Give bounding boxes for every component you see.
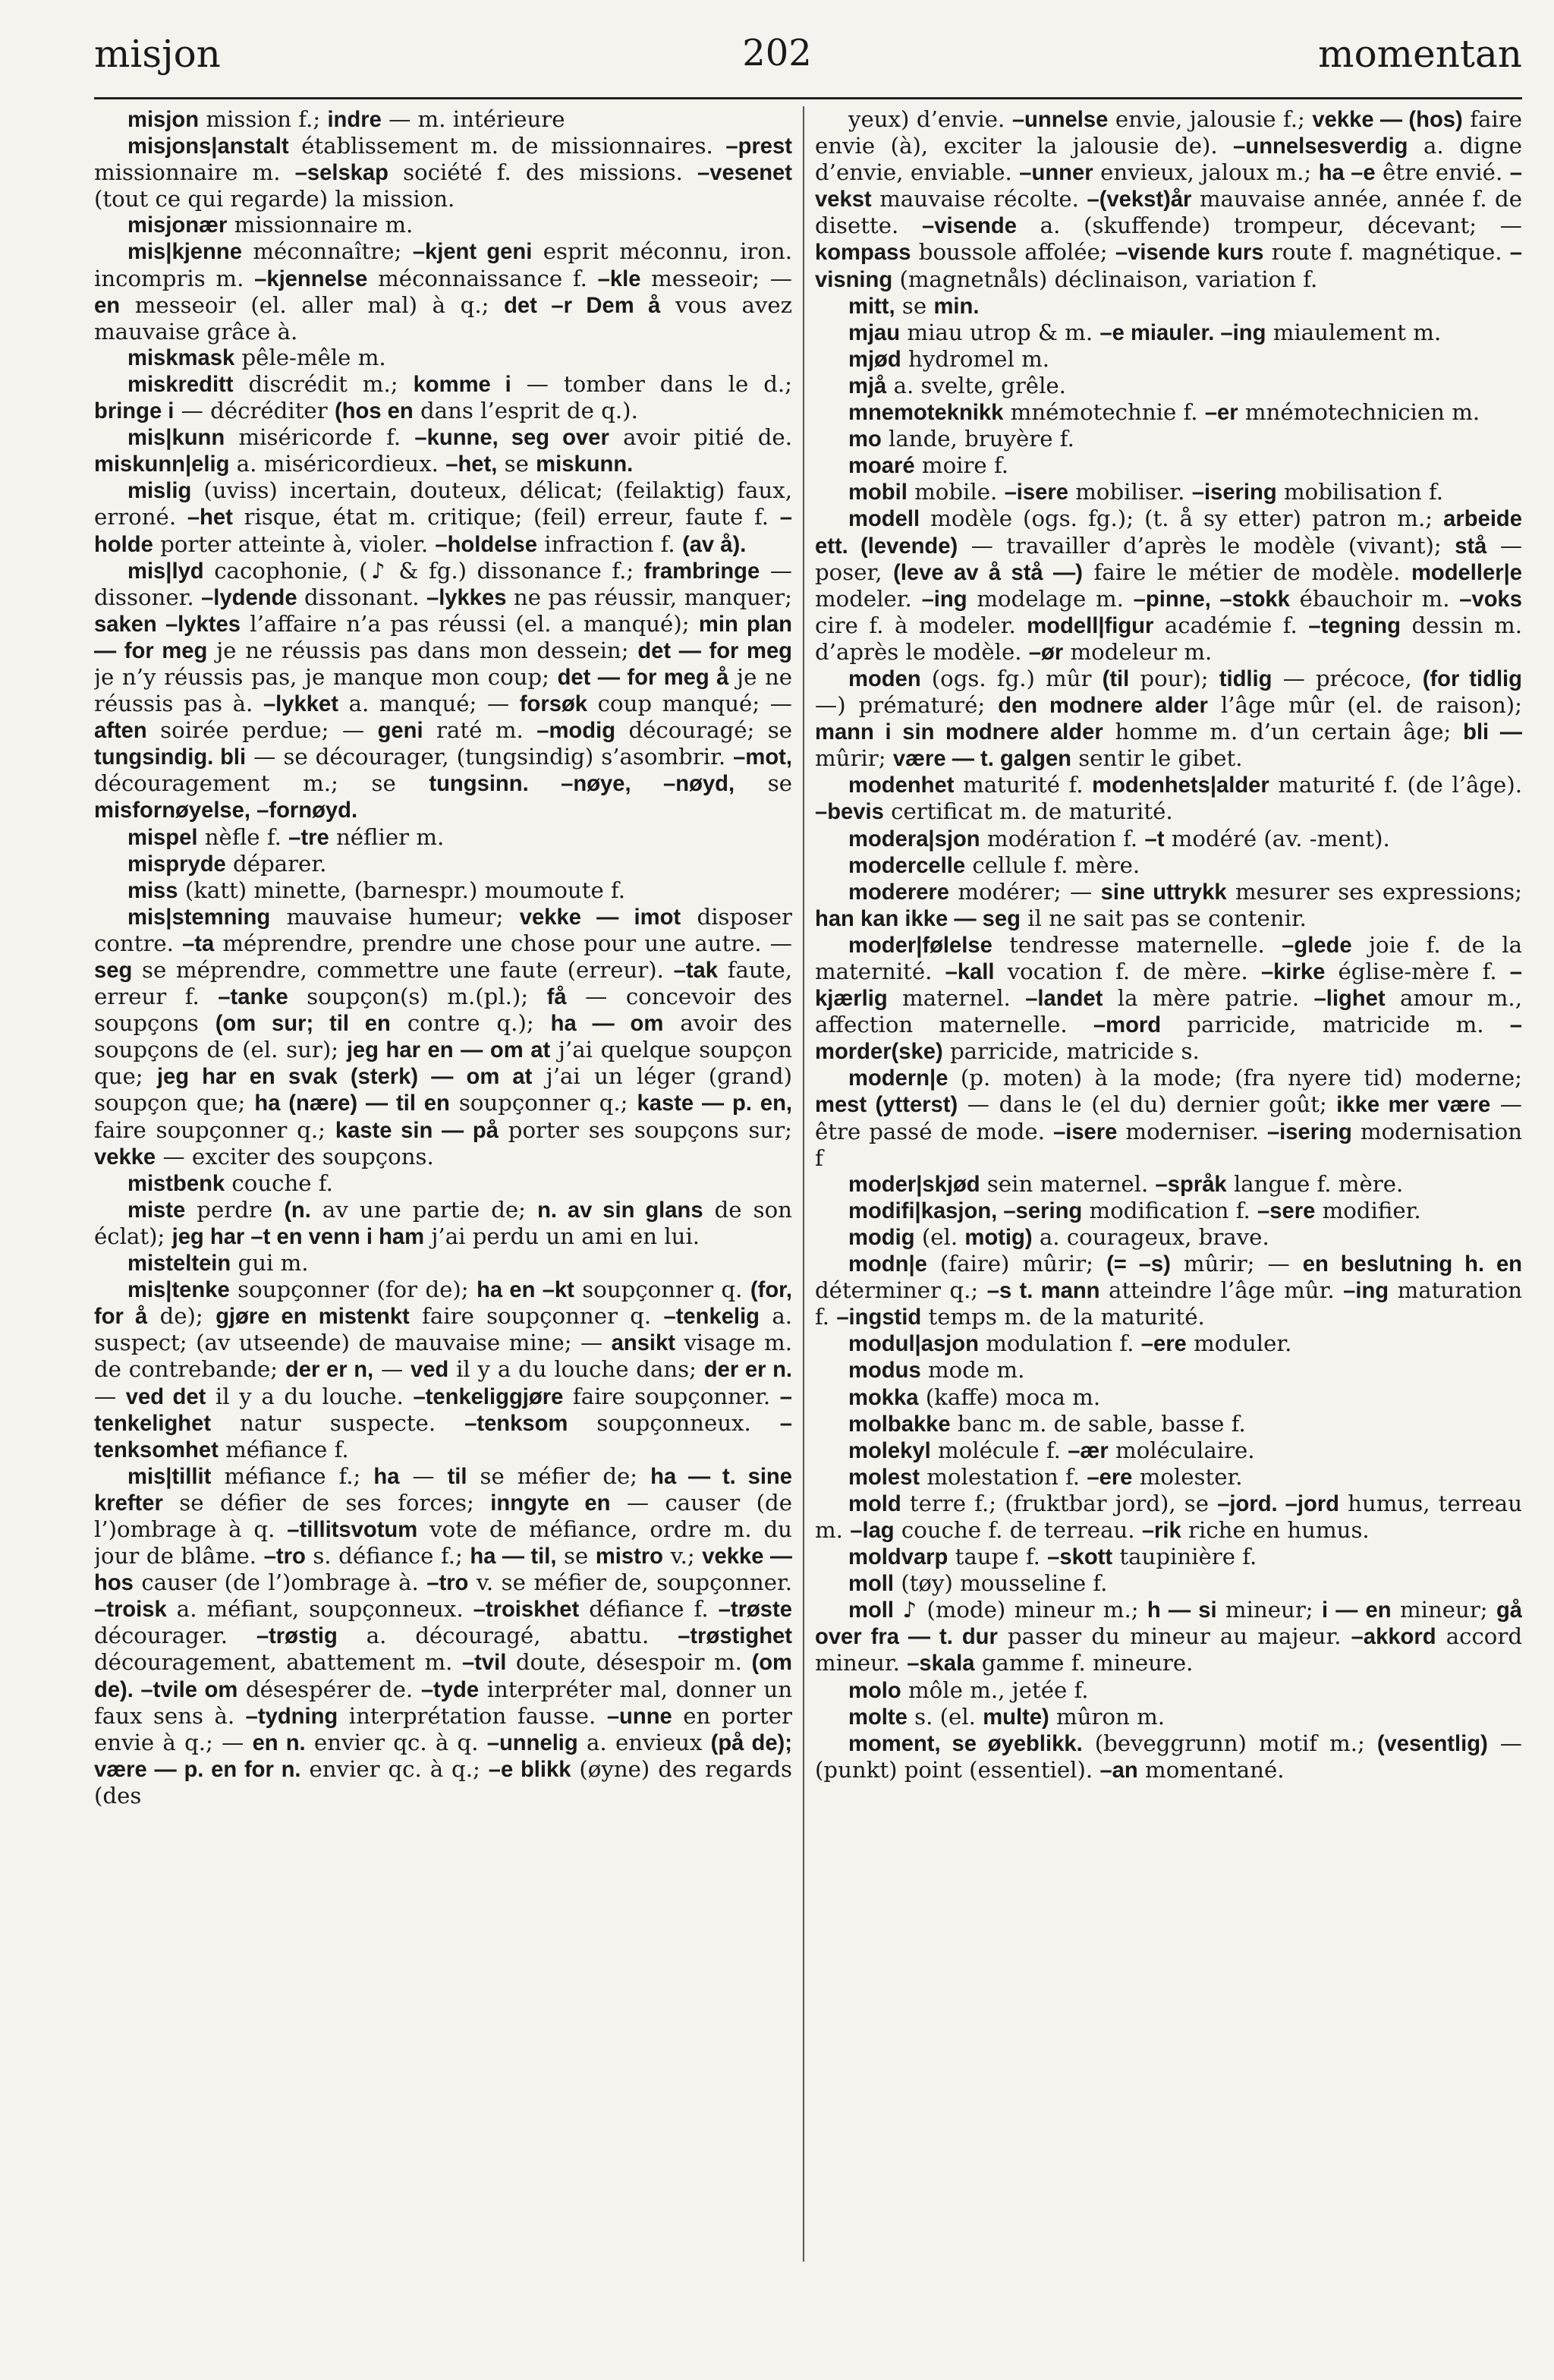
dictionary-entry: moaré moire f. — [848, 452, 1009, 479]
dictionary-entry: modell modèle (ogs. fg.); (t. å sy etter) patron m.; arbeide ett. (levende) — travailler d’après le modèle (vivant); stå — poser, (leve av å stå —) faire le métier de modèle. modeller|e modeler. –ing modelage m. –pinne, –stokk ébauchoir m. –voks cire f. à modeler. modell|figur académie f. –tegning dessin m. d’après le modèle. –ør modeleur m. — [815, 505, 1522, 665]
dictionary-entry: modifi|kasjon, –sering modification f. –sere modifier. — [848, 1197, 1421, 1223]
dictionary-entry: modern|e (p. moten) à la mode; (fra nyere tid) moderne; mest (ytterst) — dans le (el du) dernier goût; ikke mer være — être passé de mode. –isere moderniser. –isering modernisation f — [815, 1065, 1522, 1171]
dictionary-entry: mold terre f.; (fruktbar jord), se –jord. –jord humus, terreau m. –lag couche f. de terreau. –rik riche en humus. — [815, 1490, 1522, 1543]
dictionary-entry: mis|kjenne méconnaître; –kjent geni esprit méconnu, iron. incompris m. –kjennelse méconnaissance f. –kle messeoir; — en messeoir (el. aller mal) à q.; det –r Dem å vous avez mauvaise grâce à. — [94, 238, 792, 345]
dictionary-entry: moll (tøy) mousseline f. — [848, 1570, 1108, 1597]
left-column — [94, 106, 792, 2368]
dictionary-entry: molest molestation f. –ere molester. — [848, 1463, 1243, 1490]
dictionary-entry: miskmask pêle-mêle m. — [127, 344, 386, 370]
left-guide-word: misjon — [94, 32, 221, 76]
dictionary-entry: modercelle cellule f. mère. — [848, 852, 1140, 878]
right-column — [815, 106, 1522, 2368]
dictionary-entry: miss (katt) minette, (barnespr.) moumoute f. — [127, 877, 626, 903]
dictionary-entry: modn|e (faire) mûrir; (= –s) mûrir; — en beslutning h. en déterminer q.; –s t. mann atteindre l’âge mûr. –ing maturation f. –ingstid temps m. de la maturité. — [815, 1251, 1522, 1330]
dictionary-entry: molo môle m., jetée f. — [848, 1676, 1089, 1703]
dictionary-entry: miskreditt discrédit m.; komme i — tomber dans le d.; bringe i — décréditer (hos en dans l’esprit de q.). — [94, 370, 792, 424]
dictionary-entry: mokka (kaffe) moca m. — [848, 1384, 1101, 1410]
page-header — [0, 0, 1554, 91]
dictionary-entry: mis|kunn miséricorde f. –kunne, seg over avoir pitié de. miskunn|elig a. miséricordieux. –het, se miskunn. — [94, 424, 792, 477]
dictionary-entry: misjonær missionnaire m. — [127, 212, 414, 238]
dictionary-entry: mispryde déparer. — [127, 850, 327, 877]
dictionary-entry: modenhet maturité f. modenhets|alder maturité f. (de l’âge). –bevis certificat m. de maturité. — [815, 772, 1522, 825]
dictionary-entry: yeux) d’envie. –unnelse envie, jalousie f.; vekke — (hos) faire envie (à), exciter la jalousie de). –unnelsesverdig a. digne d’envie, enviable. –unner envieux, jaloux m.; ha –e être envié. –vekst mauvaise récolte. –(vekst)år mauvaise année, année f. de disette. –visende a. (skuffende) trompeur, décevant; — kompass boussole affolée; –visende kurs route f. magnétique. –visning (magnetnåls) déclinaison, variation f. — [815, 106, 1522, 292]
dictionary-entry: modera|sjon modération f. –t modéré (av. -ment). — [848, 825, 1390, 852]
dictionary-entry: misjons|anstalt établissement m. de missionnaires. –prest missionnaire m. –selskap société f. des missions. –vesenet (tout ce qui regarde) la mission. — [94, 133, 792, 212]
dictionary-entry: misjon mission f.; indre — m. intérieure — [127, 106, 565, 132]
dictionary-entry: moll ♪ (mode) mineur m.; h — si mineur; i — en mineur; gå over fra — t. dur passer du mineur au majeur. –akkord accord mineur. –skala gamme f. mineure. — [815, 1597, 1522, 1676]
dictionary-entry: modus mode m. — [848, 1357, 1025, 1384]
right-guide-word: momentan — [1318, 32, 1522, 76]
dictionary-entry: mis|tillit méfiance f.; ha — til se méfier de; ha — t. sine krefter se défier de ses forces; inngyte en — causer (de l’)ombrage à q. –tillitsvotum vote de méfiance, ordre m. du jour de blâme. –tro s. défiance f.; ha — til, se mistro v.; vekke — hos causer (de l’)ombrage à. –tro v. se méfier de, soupçonner. –troisk a. méfiant, soupçonneux. –troiskhet défiance f. –trøste décourager. –trøstig a. découragé, abattu. –trøstighet découragement, abattement m. –tvil doute, désespoir m. (om de). –tvile om désespérer de. –tyde interpréter mal, donner un faux sens à. –tydning interprétation fausse. –unne en porter envie à q.; — en n. envier qc. à q. –unnelig a. envieux (på de); være — p. en for n. envier qc. à q.; –e blikk (øyne) des regards (des — [94, 1462, 792, 1809]
dictionary-entry: mjå a. svelte, grêle. — [848, 372, 1066, 398]
dictionary-entry: mispel nèfle f. –tre néflier m. — [127, 823, 445, 850]
dictionary-entry: mistbenk couche f. — [127, 1170, 333, 1196]
dictionary-entry: mis|stemning mauvaise humeur; vekke — imot disposer contre. –ta méprendre, prendre une chose pour une autre. — seg se méprendre, commettre une faute (erreur). –tak faute, erreur f. –tanke soupçon(s) m.(pl.); få — concevoir des soupçons (om sur; til en contre q.); ha — om avoir des soupçons de (el. sur); jeg har en — om at j’ai quelque soupçon que; jeg har en svak (sterk) — om at j’ai un léger (grand) soupçon que; ha (nære) — til en soupçonner q.; kaste — p. en, faire soupçonner q.; kaste sin — på porter ses soupçons sur; vekke — exciter des soupçons. — [94, 903, 792, 1170]
dictionary-entry: mislig (uviss) incertain, douteux, délicat; (feilaktig) faux, erroné. –het risque, état m. critique; (feil) erreur, faute f. –holde porter atteinte à, violer. –holdelse infraction f. (av å). — [94, 477, 792, 557]
dictionary-entry: mitt, se min. — [848, 292, 980, 319]
page-number: 202 — [742, 32, 812, 74]
dictionary-columns — [94, 106, 1522, 2368]
header-rule — [94, 97, 1522, 99]
dictionary-entry: moldvarp taupe f. –skott taupinière f. — [848, 1544, 1257, 1570]
dictionary-entry: modul|asjon modulation f. –ere moduler. — [848, 1330, 1292, 1357]
dictionary-entry: mo lande, bruyère f. — [848, 426, 1074, 452]
dictionary-entry: mjau miau utrop & m. –e miauler. –ing miaulement m. — [848, 319, 1442, 345]
dictionary-entry: moden (ogs. fg.) mûr (til pour); tidlig — précoce, (for tidlig —) prématuré; den modnere alder l’âge mûr (el. de raison); mann i sin modnere alder homme m. d’un certain âge; bli — mûrir; være — t. galgen sentir le gibet. — [815, 665, 1522, 772]
dictionary-entry: mis|lyd cacophonie, (♪ & fg.) dissonance f.; frambringe — dissoner. –lydende dissonant. –lykkes ne pas réussir, manquer; saken –lyktes l’affaire n’a pas réussi (el. a manqué); min plan — for meg je ne réussis pas dans mon dessein; det — for meg je n’y réussis pas, je manque mon coup; det — for meg å je ne réussis pas à. –lykket a. manqué; — forsøk coup manqué; — aften soirée perdue; — geni raté m. –modig découragé; se tungsindig. bli — se décourager, (tungsindig) s’asombrir. –mot, découragement m.; se tungsinn. –nøye, –nøyd, se misfornøyelse, –fornøyd. — [94, 557, 792, 823]
dictionary-entry: mjød hydromel m. — [848, 345, 1050, 372]
dictionary-entry: molte s. (el. multe) mûron m. — [848, 1703, 1166, 1730]
dictionary-entry: molbakke banc m. de sable, basse f. — [848, 1410, 1246, 1437]
dictionary-entry: moder|skjød sein maternel. –språk langue f. mère. — [848, 1170, 1404, 1197]
dictionary-entry: mnemoteknikk mnémotechnie f. –er mnémotechnicien m. — [848, 399, 1480, 426]
dictionary-entry: moder|følelse tendresse maternelle. –glede joie f. de la maternité. –kall vocation f. de mère. –kirke église-mère f. –kjærlig maternel. –landet la mère patrie. –lighet amour m., affection maternelle. –mord parricide, matricide m. –morder(ske) parricide, matricide s. — [815, 931, 1522, 1065]
column-divider — [803, 106, 804, 2262]
dictionary-entry: mobil mobile. –isere mobiliser. –isering mobilisation f. — [848, 479, 1444, 505]
dictionary-entry: modig (el. motig) a. courageux, brave. — [848, 1223, 1269, 1250]
dictionary-entry: miste perdre (n. av une partie de; n. av sin glans de son éclat); jeg har –t en venn i ham j’ai perdu un ami en lui. — [94, 1196, 792, 1249]
dictionary-entry: misteltein gui m. — [127, 1250, 309, 1277]
dictionary-entry: moment, se øyeblikk. (beveggrunn) motif m.; (vesentlig) — (punkt) point (essentiel). –an momentané. — [815, 1730, 1522, 1783]
dictionary-entry: mis|tenke soupçonner (for de); ha en –kt soupçonner q. (for, for å de); gjøre en mistenkt faire soupçonner q. –tenkelig a. suspect; (av utseende) de mauvaise mine; — ansikt visage m. de contrebande; der er n, — ved il y a du louche dans; der er n. — ved det il y a du louche. –tenkeliggjøre faire soupçonner. –tenkelighet natur suspecte. –tenksom soupçonneux. –tenksomhet méfiance f. — [94, 1277, 792, 1462]
dictionary-entry: molekyl molécule f. –ær moléculaire. — [848, 1437, 1255, 1463]
dictionary-entry: moderere modérer; — sine uttrykk mesurer ses expressions; han kan ikke — seg il ne sait pas se contenir. — [815, 878, 1522, 931]
